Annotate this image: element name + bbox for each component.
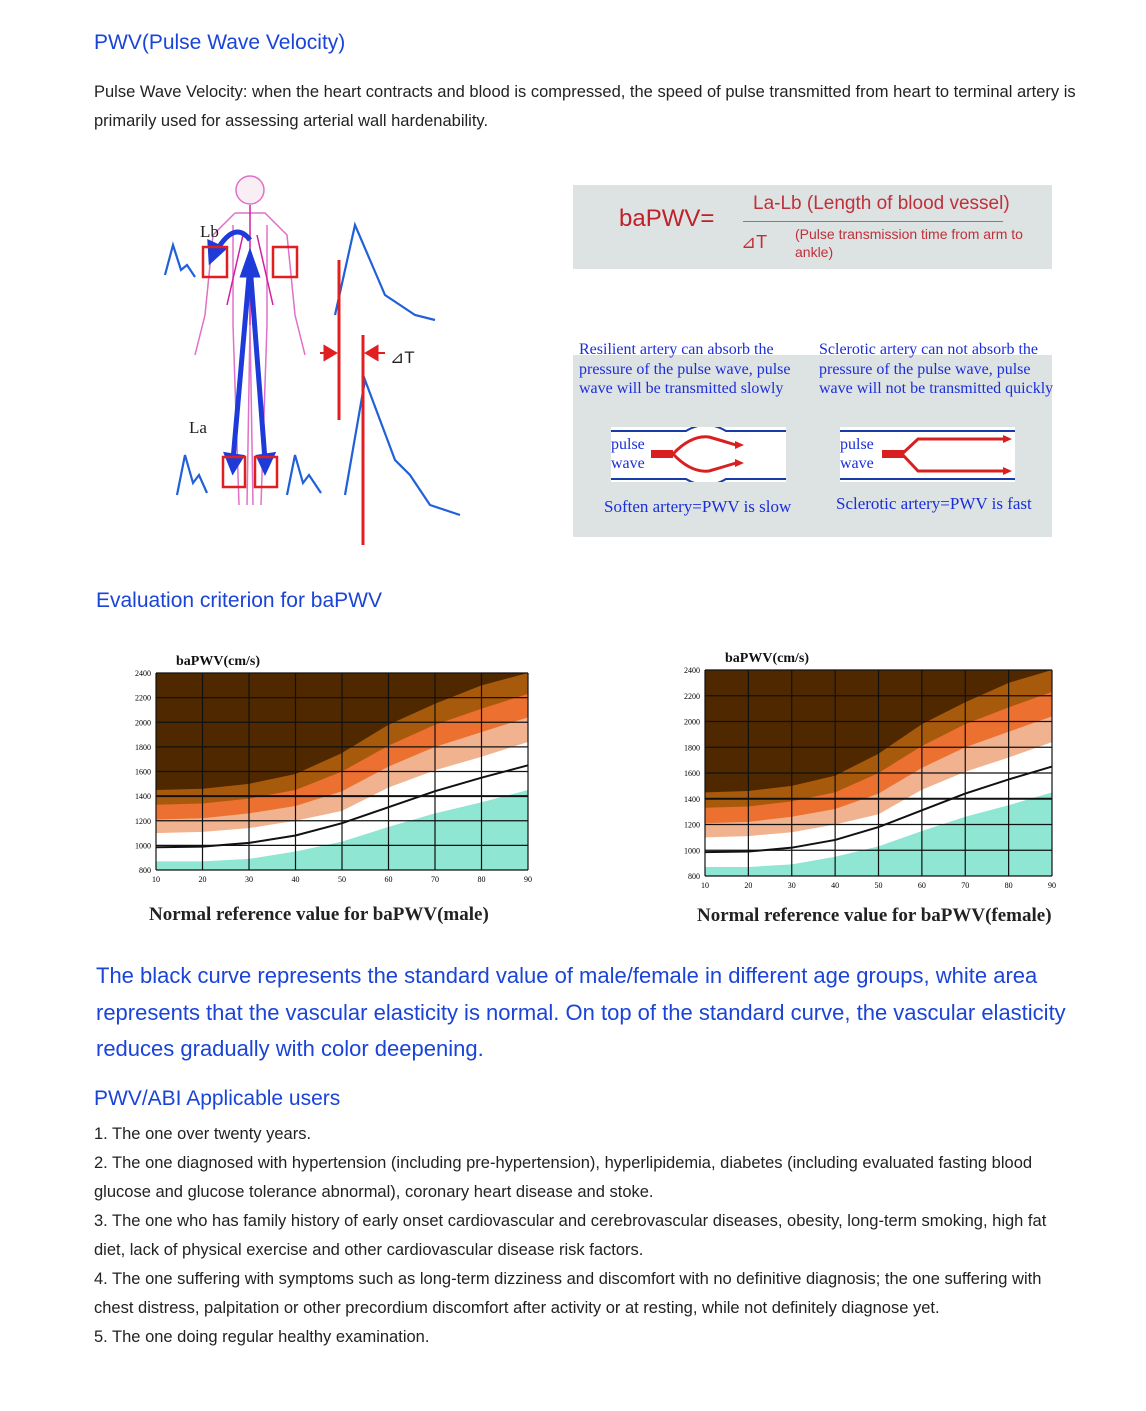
chart-male [115, 648, 545, 893]
y-tick-label: 1800 [684, 743, 700, 753]
x-tick-label: 50 [874, 881, 883, 890]
y-tick-label: 2200 [135, 693, 151, 703]
label-lb: Lb [200, 222, 219, 241]
blue-arrows [210, 232, 272, 470]
y-tick-label: 800 [688, 872, 700, 881]
fraction-bar [743, 221, 1003, 222]
x-tick-label: 70 [431, 875, 439, 884]
formula-box [573, 185, 1052, 269]
y-tick-label: 1000 [135, 841, 151, 851]
soft-artery-diagram [611, 427, 786, 482]
x-tick-label: 30 [787, 881, 796, 890]
wave-label: wave [611, 455, 645, 472]
x-tick-label: 40 [831, 881, 840, 890]
y-tick-label: 1400 [135, 792, 151, 802]
chart-female [665, 645, 1065, 895]
x-tick-label: 20 [744, 881, 753, 890]
x-tick-label: 80 [1004, 881, 1013, 890]
pulse-label: pulse [840, 436, 874, 453]
formula-lhs: baPWV= [619, 205, 715, 232]
y-tick-label: 2400 [684, 666, 700, 675]
y-tick-label: 800 [139, 866, 151, 875]
wave-label: wave [840, 455, 874, 472]
y-tick-label: 1600 [684, 769, 700, 778]
y-tick-label: 1400 [684, 794, 700, 804]
applicable-users-list [94, 1120, 1079, 1352]
label-delta-t: ⊿T [390, 348, 415, 367]
label-la: La [189, 418, 207, 437]
pulse-label: pulse [611, 436, 645, 453]
x-tick-label: 30 [245, 875, 253, 884]
formula-denominator-note: (Pulse transmission time from arm to ankle) [795, 226, 1023, 260]
y-tick-label: 1600 [135, 767, 151, 777]
y-tick-label: 1000 [684, 846, 700, 856]
sclerotic-artery-diagram [840, 427, 1015, 482]
x-tick-label: 10 [152, 875, 160, 884]
pwv-description: Pulse Wave Velocity: when the heart contracts and blood is compressed, the speed of pulse transmitted from heart to terminal artery is primarily used for assessing arterial wall hardenability. [94, 83, 1076, 130]
formula-numerator: La-Lb (Length of blood vessel) [753, 193, 1010, 214]
chart-caption-female: Normal reference value for baPWV(female) [697, 905, 1052, 926]
soft-artery-caption: Soften artery=PWV is slow [604, 497, 792, 516]
timing-markers [320, 260, 385, 545]
chart-caption-male: Normal reference value for baPWV(male) [149, 904, 489, 925]
x-tick-label: 20 [198, 875, 207, 884]
list-item: 5. The one doing regular healthy examination. [94, 1328, 430, 1346]
y-tick-label: 2400 [135, 669, 151, 678]
list-item: 3. The one who has family history of early onset cardiovascular and cerebrovascular diseases, obesity, long-term smoking, high fat diet, lack of physical exercise and other cardiovascular disease risk factors. [94, 1212, 1047, 1259]
y-tick-label: 2000 [135, 718, 151, 728]
y-tick-label: 1800 [135, 742, 151, 752]
y-tick-label: 1200 [684, 820, 700, 830]
list-item: 4. The one suffering with symptoms such as long-term dizziness and discomfort with no definitive diagnosis; the one suffering with chest distress, palpitation or other precordium discomfort after activity or at resting, while not definitely diagnose yet. [94, 1270, 1042, 1317]
chart-explanation: The black curve represents the standard value of male/female in different age groups, white area represents that the vascular elasticity is normal. On top of the standard curve, the vascular elasticity reduces gradually with color deepening. [96, 963, 1066, 1061]
sclerotic-artery-caption: Sclerotic artery=PWV is fast [836, 494, 1032, 513]
x-tick-label: 60 [917, 881, 926, 890]
x-tick-label: 10 [701, 881, 709, 890]
x-tick-label: 70 [961, 881, 970, 890]
y-tick-label: 2000 [684, 717, 700, 727]
x-tick-label: 40 [291, 875, 300, 884]
section-title-evaluation: Evaluation criterion for baPWV [96, 589, 382, 612]
sclerotic-artery-text: Sclerotic artery can not absorb the pressure of the pulse wave, pulse wave will not be transmitted quickly [819, 341, 1054, 397]
x-tick-label: 90 [524, 875, 532, 884]
resilient-artery-text: Resilient artery can absorb the pressure of the pulse wave, pulse wave will be transmitted slowly [579, 341, 791, 397]
x-tick-label: 80 [477, 875, 486, 884]
formula-denominator: ⊿T [741, 232, 768, 252]
list-item: 1. The one over twenty years. [94, 1125, 312, 1143]
x-tick-label: 50 [338, 875, 346, 884]
y-tick-label: 1200 [135, 816, 151, 826]
x-tick-label: 60 [384, 875, 393, 884]
section-title-pwv: PWV(Pulse Wave Velocity) [94, 31, 346, 54]
body-pulse-diagram [155, 165, 475, 550]
chart-title: baPWV(cm/s) [725, 651, 809, 666]
chart-title: baPWV(cm/s) [176, 654, 260, 669]
section-title-users: PWV/ABI Applicable users [94, 1087, 341, 1110]
list-item: 2. The one diagnosed with hypertension (including pre-hypertension), hyperlipidemia, diabetes (including evaluated fasting blood glucose and glucose tolerance abnormal), coronary heart disease and stoke. [94, 1154, 1033, 1201]
y-tick-label: 2200 [684, 691, 700, 701]
x-tick-label: 90 [1048, 881, 1056, 890]
